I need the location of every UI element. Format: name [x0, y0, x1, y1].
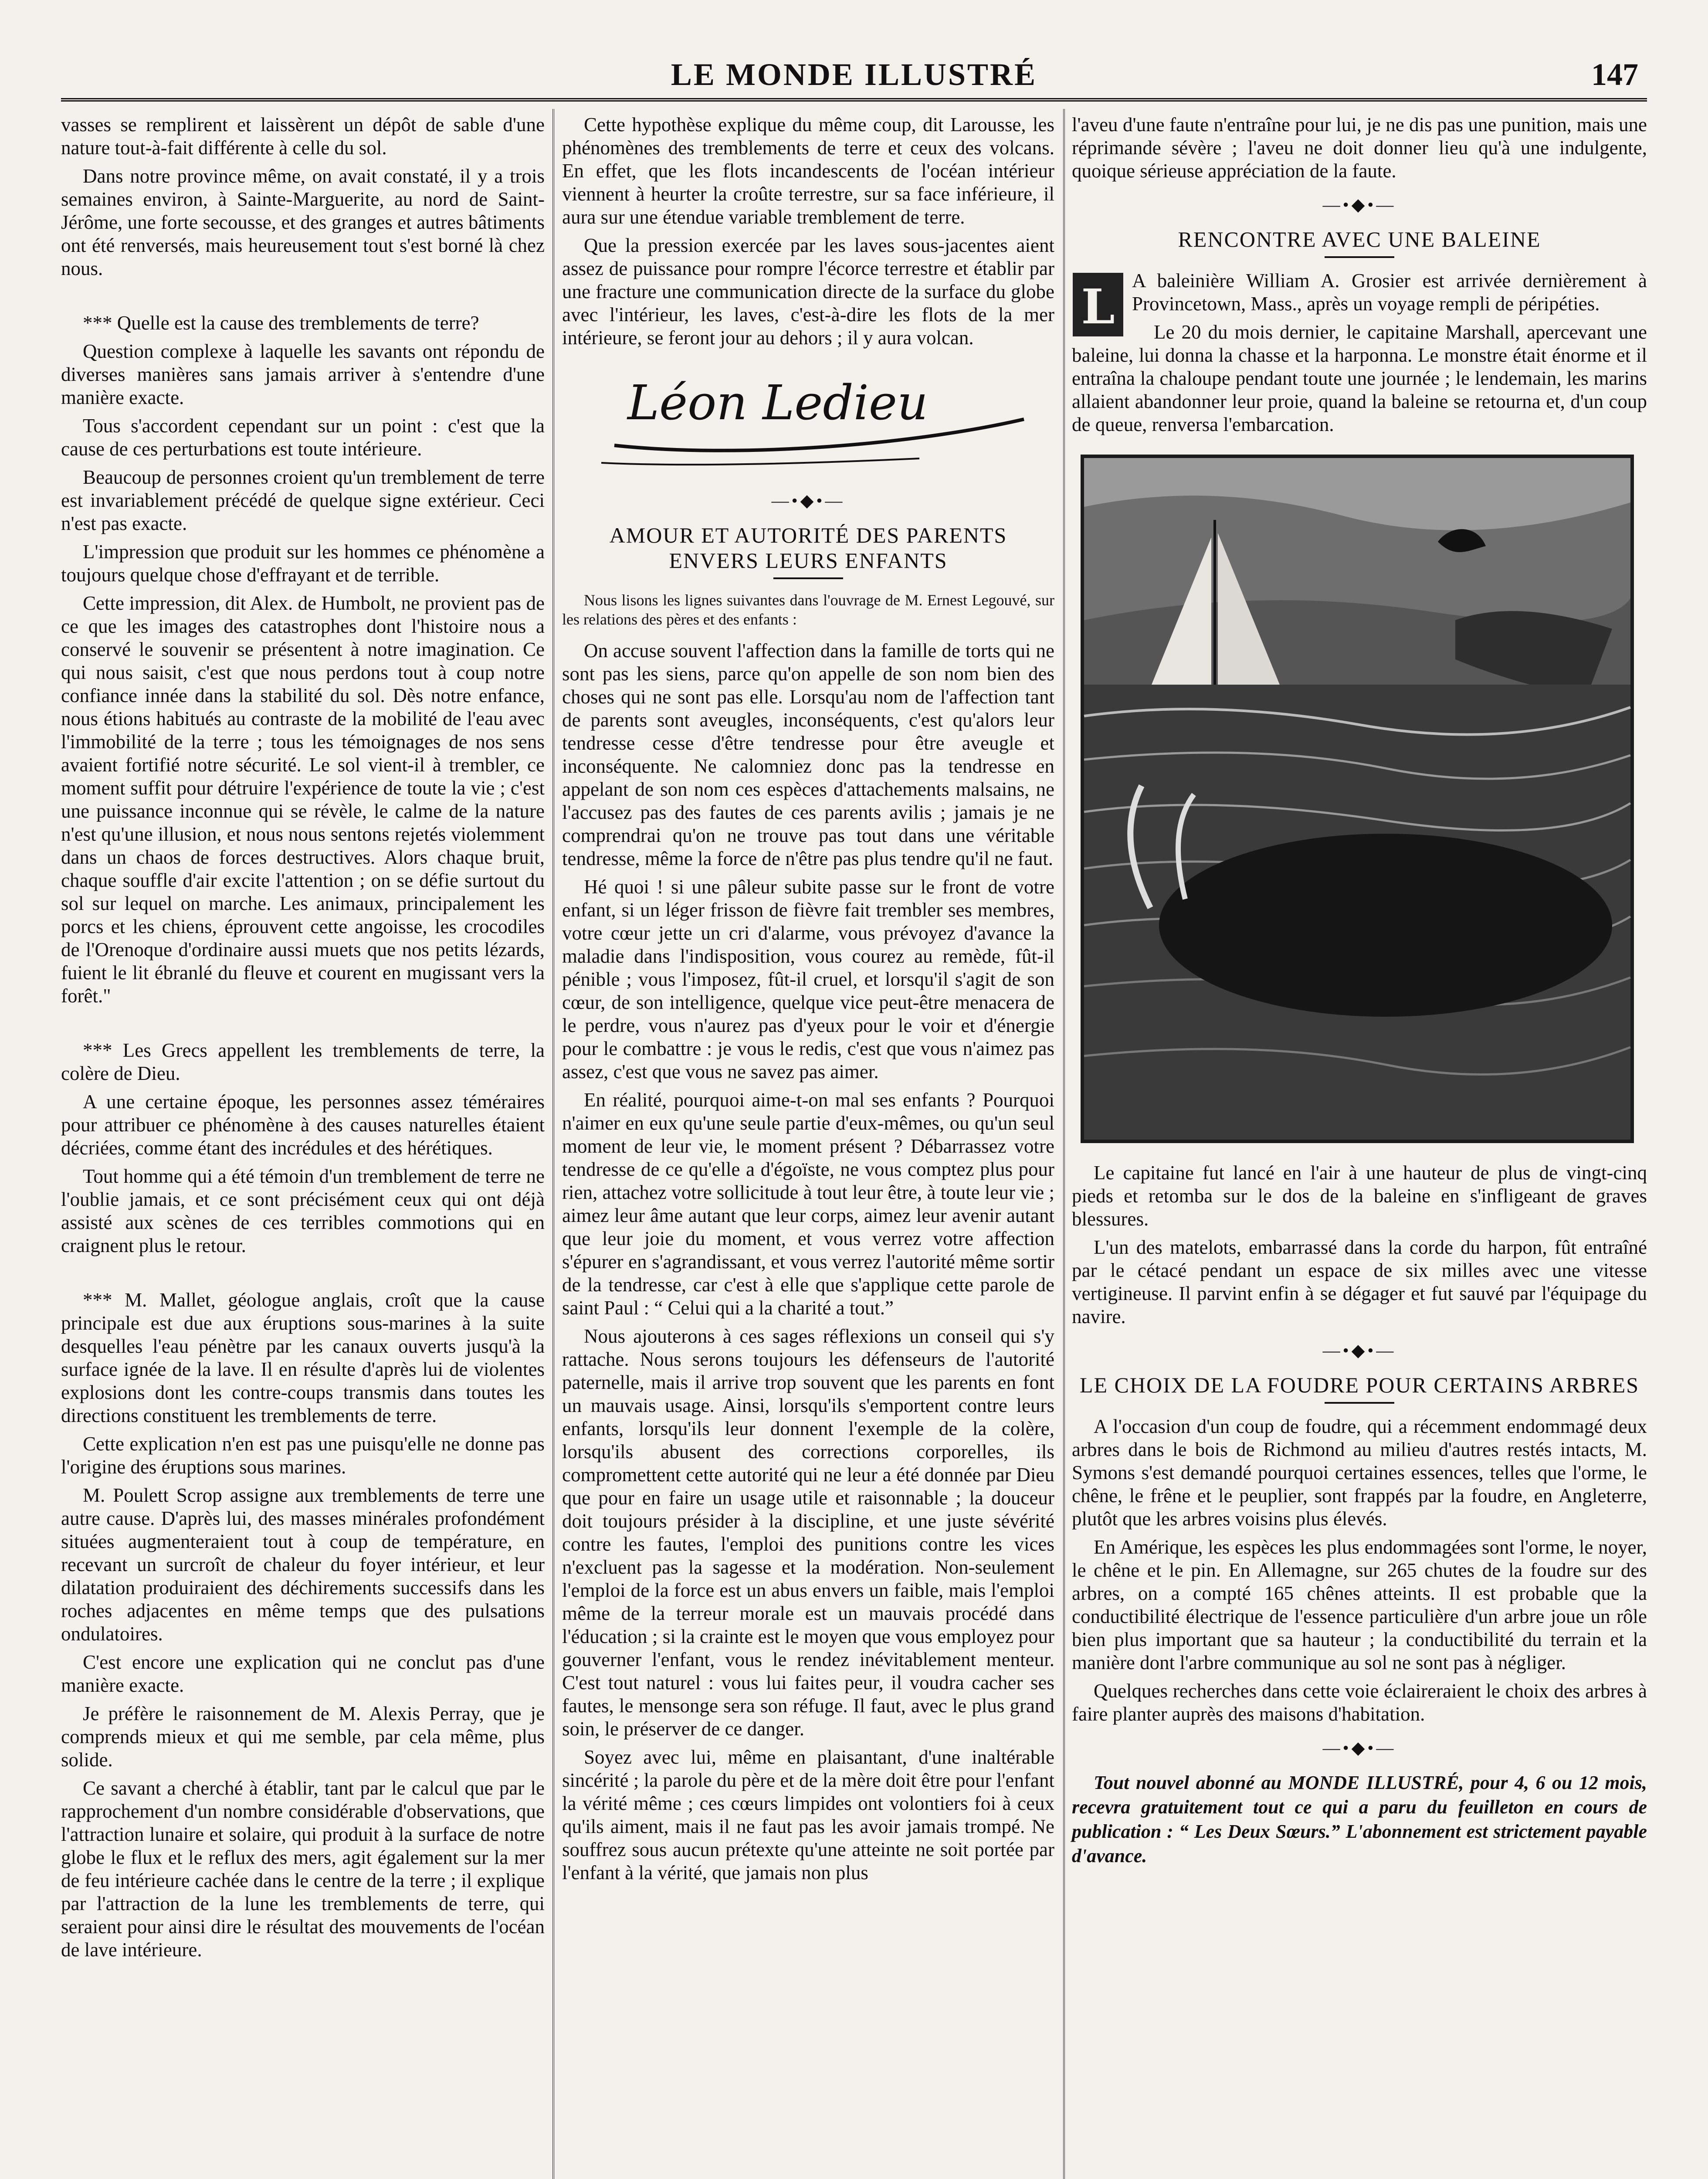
subscription-notice: Tout nouvel abonné au MONDE ILLUSTRÉ, pour 4, 6 ou 12 mois, recevra gratuitement tout ce qui a paru du feuilleton en cours de publication : “ Les Deux Sœurs.” L'abonnement est strictement payable d'avance. [1072, 1772, 1647, 1867]
masthead: LE MONDE ILLUSTRÉ [671, 57, 1037, 92]
column-2 [562, 113, 1054, 1890]
column-divider [1063, 109, 1065, 2179]
paragraph: A l'occasion d'un coup de foudre, qui a récemment endommagé deux arbres dans le bois de Richmond au milieu d'autres restés intacts, M. Symons s'est demandé pourquoi certaines essences, telles que l'orme, le chêne, le frêne et le peuplier, sont frappés par la foudre, en Angleterre, plutôt que les arbres voisins plus élevés. [1072, 1415, 1647, 1530]
paragraph: vasses se remplirent et laissèrent un dépôt de sable d'une nature tout-à-fait différente à celle du sol. [61, 114, 545, 159]
article-intro: Nous lisons les lignes suivantes dans l'ouvrage de M. Ernest Legouvé, sur les relations des pères et des enfants : [562, 591, 1054, 628]
dropcap-ornament [1072, 272, 1124, 337]
paragraph: *** M. Mallet, géologue anglais, croît que la cause principale est due aux éruptions sous-marines à la suite desquelles l'eau pénètre par les canaux ouverts jusqu'à la surface ignée de la lave. Il en résulte d'après lui de violentes explosions dont les contre-coups transmis dans toutes les directions constituent les tremblements de terre. [61, 1289, 545, 1426]
paragraph: Hé quoi ! si une pâleur subite passe sur le front de votre enfant, si un léger frisson de fièvre fait trembler ses membres, votre cœur jette un cri d'alarme, vous prévoyez d'avance la maladie dans l'indisposition, vous courez au remède, fût-il pénible ; vous l'imposez, fût-il cruel, et lorsqu'il s'agit de son cœur, de son intelligence, quelque vice peut-être menacera de le perdre, vous n'aurez pas d'yeux pour le voir et d'énergie pour le combattre : je vous le redis, c'est que vous n'aimez pas assez, c'est que vous ne savez pas aimer. [562, 876, 1054, 1083]
paragraph: L'impression que produit sur les hommes ce phénomène a toujours quelque chose d'effrayant et de terrible. [61, 541, 545, 586]
paragraph: *** Les Grecs appellent les tremblements de terre, la colère de Dieu. [61, 1039, 545, 1084]
paragraph: A une certaine époque, les personnes assez téméraires pour attribuer ce phénomène à des causes naturelles étaient décriées, comme étant des incrédules et des hérétiques. [61, 1091, 545, 1159]
paragraph: Que la pression exercée par les laves sous-jacentes aient assez de puissance pour rompre l'écorce terrestre et établir par une fracture une communication directe de la surface du globe avec l'intérieur, les laves, c'est-à-dire les flots de la mer intérieure, se feront jour au dehors ; il y aura volcan. [562, 234, 1054, 349]
paragraph: Ce savant a cherché à établir, tant par le calcul que par le rapprochement d'un nombre considérable d'observations, que l'attraction lunaire et solaire, qui produit à la surface de notre globe le flux et le reflux des mers, agit également sur la mer de feu intérieure cachée dans le centre de la terre ; il explique par l'attraction de la lune les tremblements de terre, qui seraient pour ainsi dire le résultat des mouvements de l'océan de lave intérieure. [61, 1777, 545, 1961]
paragraph: Quelques recherches dans cette voie éclaireraient le choix des arbres à faire planter auprès des maisons d'habitation. [1072, 1680, 1647, 1725]
paragraph: C'est encore une explication qui ne conclut pas d'une manière exacte. [61, 1651, 545, 1696]
column-3 [1072, 113, 1647, 1874]
paragraph: *** Quelle est la cause des tremblements de terre? [83, 312, 479, 334]
column-1 [61, 113, 545, 1967]
paragraph: M. Poulett Scrop assigne aux tremblements de terre une autre cause. D'après lui, des masses minérales profondément situées augmenteraient tout à coup de température, en recevant un surcroît de chaleur du foyer intérieur, et leur dilatation produiraient des déchirements successifs dans les roches adjacentes en même temps que des pulsations ondulatoires. [61, 1484, 545, 1645]
ornament-divider: —•◆•— [1322, 195, 1396, 214]
paragraph: A baleinière William A. Grosier est arrivée dernièrement à Provincetown, Mass., après un voyage rempli de péripéties. [1132, 270, 1647, 315]
whale-article [1072, 269, 1647, 436]
paragraph: Le 20 du mois dernier, le capitaine Marshall, apercevant une baleine, lui donna la chasse et la harponna. Le monstre était énorme et il entraîna la chaloupe pendant toute une journée ; le lendemain, les marins allaient abandonner leur proie, quand la baleine se retourna et, d'un coup de queue, renversa l'embarcation. [1072, 321, 1647, 435]
paragraph: Le capitaine fut lancé en l'air à une hauteur de plus de vingt-cinq pieds et retomba sur le dos de la baleine en s'infligeant de graves blessures. [1072, 1162, 1647, 1230]
paragraph: Je préfère le raisonnement de M. Alexis Perray, que je comprends mieux et qui me semble, par cela même, plus solide. [61, 1703, 545, 1771]
column-divider [552, 109, 554, 2179]
lightning-article-title: LE CHOIX DE LA FOUDRE POUR CERTAINS ARBRES [1079, 1373, 1640, 1397]
page-number: 147 [1591, 57, 1638, 92]
author-signature [562, 358, 1054, 472]
header-rule [61, 98, 1647, 104]
paragraph: Cette impression, dit Alex. de Humbolt, ne provient pas de ce que les images des catastrophes dont l'histoire nous a conservé le souvenir se présentent à notre imagination. Ce qui nous saisit, c'est que nous perdons tout à coup notre confiance innée dans la stabilité du sol. Dès notre enfance, nous étions habitués au contraste de la mobilité de l'eau avec l'immobilité de la terre ; tous les témoignages de nos sens avaient fortifié notre sécurité. Le sol vient-il à trembler, ce moment suffit pour détruire l'expérience de toute la vie ; c'est une puissance inconnue qui se révèle, le calme de la nature n'est qu'une illusion, et nous nous sentons rejetés violemment dans un chaos de forces destructives. Alors chaque bruit, chaque souffle d'air excite l'attention ; on se défie surtout du sol sur lequel on marche. Les animaux, principalement les porcs et les chiens, éprouvent cette angoisse, les crocodiles de l'Orenoque d'ordinaire aussi muets que nos petits lézards, fuient le lit ébranlé du fleuve et courent en mugissant vers la forêt." [61, 592, 545, 1007]
paragraph: Tous s'accordent cependant sur un point : c'est que la cause de ces perturbations est toute intérieure. [61, 415, 545, 460]
paragraph: On accuse souvent l'affection dans la famille de torts qui ne sont pas les siens, parce qu'on appelle de son nom bien des choses qui ne sont pas elle. Lorsqu'au nom de l'affection tant de parents sont aveugles, inconséquents, c'est qu'alors leur tendresse cesse d'être tendresse pour être aveugle et inconséquente. Ne calomniez donc pas la tendresse en appelant de son nom ces espèces d'attachements malsains, ne l'accusez pas des fautes de ces parents avilis ; jamais je ne comprendrai qu'on ne trouve pas tout dans une véritable tendresse, même la force de n'être pas plus tendre qu'il ne faut. [562, 640, 1054, 869]
paragraph: Cette explication n'en est pas une puisqu'elle ne donne pas l'origine des éruptions sous marines. [61, 1433, 545, 1478]
signature-flourish [562, 358, 1041, 472]
whale-article-title: RENCONTRE AVEC UNE BALEINE [1178, 227, 1541, 251]
paragraph: l'aveu d'une faute n'entraîne pour lui, je ne dis pas une punition, mais une réprimande sévère ; l'aveu ne doit donner lieu qu'à une indulgente, quoique sérieuse appréciation de la faute. [1072, 114, 1647, 182]
signature-text: Léon Ledieu [627, 375, 928, 431]
paragraph: En Amérique, les espèces les plus endommagées sont l'orme, le noyer, le chêne et le pin. En Allemagne, sur 265 chutes de la foudre sur des arbres, on a compté 165 chênes atteints. Il est probable que la conductibilité électrique de l'essence particulière d'un arbre joue un rôle bien plus important que sa hauteur ; la conductibilité du terrain et la manière dont l'arbre communique au sol ne sont pas à négliger. [1072, 1536, 1647, 1673]
dropcap-letter: L [1081, 278, 1115, 335]
page-header [61, 48, 1647, 100]
ornament-divider: —•◆•— [1322, 1341, 1396, 1360]
paragraph: L'un des matelots, embarrassé dans la corde du harpon, fût entraîné par le cétacé pendant un espace de six milles avec une vitesse vertigineuse. Il parvint enfin à se dégager et fut sauvé par l'équipage du navire. [1072, 1236, 1647, 1327]
paragraph: Cette hypothèse explique du même coup, dit Larousse, les phénomènes des tremblements de terre et ceux des volcans. En effet, que les flots incandescents de l'océan intérieur viennent à heurter la croûte terrestre, sur sa face inférieure, il aura sur une étendue variable tremblement de terre. [562, 114, 1054, 228]
paragraph: En réalité, pourquoi aime-t-on mal ses enfants ? Pourquoi n'aimer en eux qu'une seule partie d'eux-mêmes, ou qu'un seul moment de leur vie, le moment présent ? Débarrassez votre tendresse de ce qu'elle a d'égoïste, ne vous comptez plus pour rien, attachez votre sollicitude à tout leur être, à toute leur vie ; aimez leur âme autant que leur corps, aimez leur avenir autant que leur joie du moment, et vous verrez votre affection s'épurer en s'agrandissant, et vous verrez l'autorité même sortir de la tendresse, car c'est à elle que s'applique cette parole de saint Paul : “ Celui qui a la charité a tout.” [562, 1089, 1054, 1319]
ornament-divider: —•◆•— [771, 491, 845, 510]
paragraph: Dans notre province même, on avait constaté, il y a trois semaines environ, à Sainte-Marguerite, au nord de Saint-Jérôme, une forte secousse, et des granges et autres bâtiments ont été renversés, mais heureusement tout s'est borné là chez nous. [61, 165, 545, 279]
article-title: AMOUR ET AUTORITÉ DES PARENTS ENVERS LEURS ENFANTS [609, 523, 1007, 573]
whale-illustration [1081, 455, 1634, 1143]
paragraph: Tout homme qui a été témoin d'un tremblement de terre ne l'oublie jamais, et ce sont précisément ceux qui ont déjà assisté aux scènes de ces terribles commotions qui en craignent plus le retour. [61, 1165, 545, 1256]
paragraph: Question complexe à laquelle les savants ont répondu de diverses manières sans jamais arriver à s'entendre d'une manière exacte. [61, 340, 545, 408]
paragraph: Beaucoup de personnes croient qu'un tremblement de terre est invariablement précédé de quelque signe extérieur. Ceci n'est pas exacte. [61, 466, 545, 534]
paragraph: Nous ajouterons à ces sages réflexions un conseil qui s'y rattache. Nous serons toujours les défenseurs de l'autorité paternelle, mais il arrive trop souvent que les parents en font un mauvais usage. Ainsi, lorsqu'ils s'emportent contre leurs enfants, lorsqu'ils leur donnent l'exemple de la colère, lorsqu'ils abusent des corrections corporelles, ils compromettent cette autorité qui ne leur a été donnée par Dieu que pour en faire un usage utile et raisonnable ; la douceur doit toujours présider à la discipline, et une juste sévérité contre les fautes, l'emploi des punitions contre les vices n'excluent pas la sagesse et la modération. Non-seulement l'emploi de la force est un abus envers un faible, mais l'emploi même de la terreur morale est un mauvais procédé dans l'éducation ; si la crainte est le moyen que vous employez pour gouverner l'enfant, vous le rendez inévitablement menteur. C'est tout naturel : vous lui faites peur, il voudra cacher ses fautes, le mensonge sera son réfuge. Il faut, avec le plus grand soin, le préserver de ce danger. [562, 1325, 1054, 1740]
ornament-divider: —•◆•— [1322, 1738, 1396, 1758]
paragraph: Soyez avec lui, même en plaisantant, d'une inaltérable sincérité ; la parole du père et de la mère doit être pour l'enfant la vérité même ; ces cœurs limpides ont volontiers foi à ceux qu'ils aiment, mais il ne faut pas les avoir jamais trompé. Ne souffrez sous aucun prétexte qu'une atteinte ne soit portée par l'enfant à la vérité, que jamais non plus [562, 1746, 1054, 1884]
